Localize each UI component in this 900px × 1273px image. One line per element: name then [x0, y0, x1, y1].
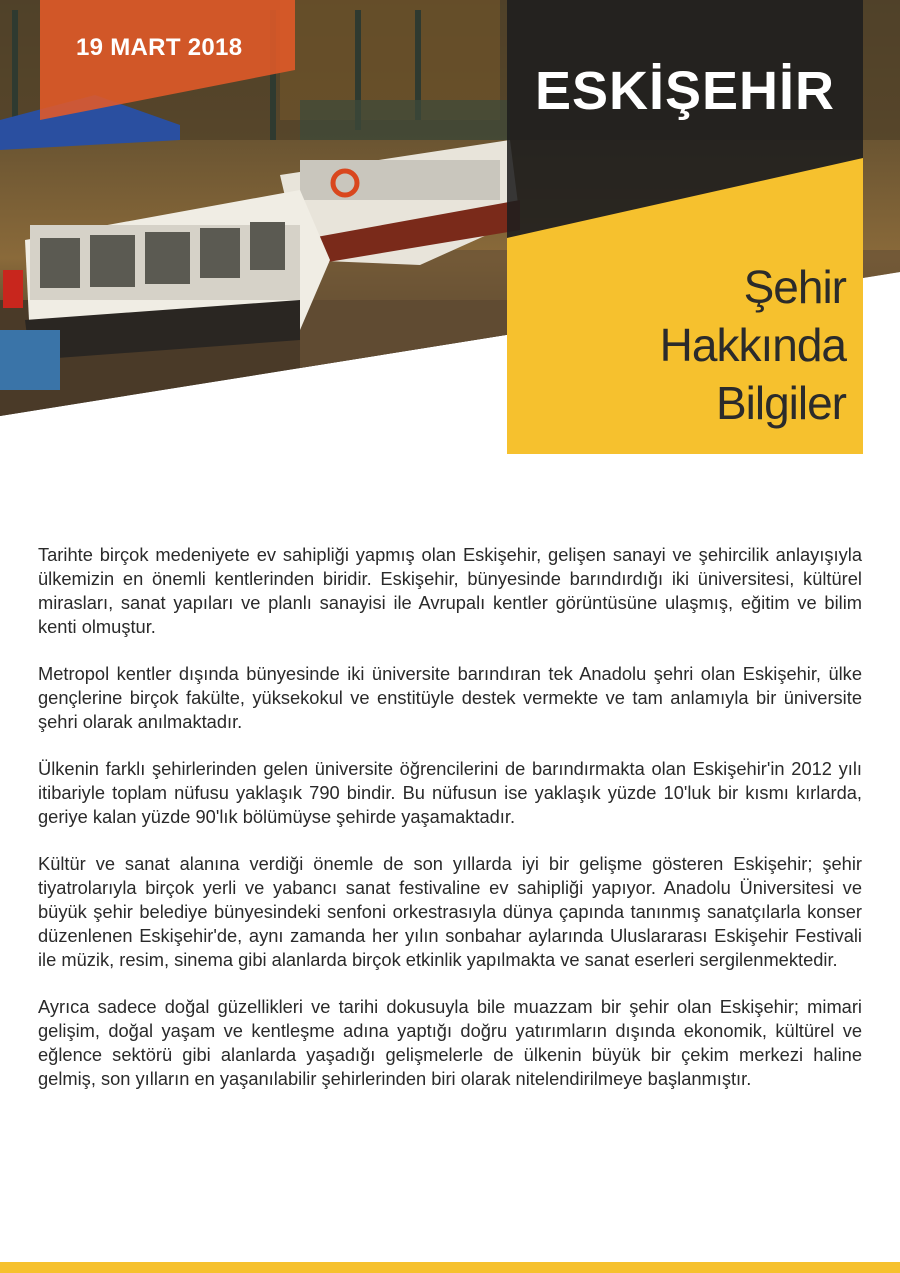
- article-body: [38, 543, 862, 1114]
- subtitle-line-1: Şehir: [743, 261, 846, 313]
- paragraph-1: Tarihte birçok medeniyete ev sahipliği yapmış olan Eskişehir, gelişen sanayi ve şehircilik anlayışıyla ülkemizin en önemli kentlerinden biridir. Eskişehir, bünyesinde barındırdığı iki üniversitesi, kültürel mirasları, sanat yapıları ve planlı sanayisi ile Avrupalı kentler görüntüsüne ulaşmış, eğitim ve bilim kenti olmuştur.: [38, 544, 862, 637]
- hero-section: [0, 0, 900, 470]
- paragraph-3: Ülkenin farklı şehirlerinden gelen üniversite öğrencilerini de barındırmakta olan Eskişehir'in 2012 yılı itibariyle toplam nüfusu yaklaşık 790 bindir. Bu nüfusun ise yaklaşık yüzde 10'luk bir kısmı kırlarda, geriye kalan yüzde 90'lık bölümüyse şehirde yaşamaktadır.: [38, 758, 862, 827]
- paragraph-2: Metropol kentler dışında bünyesinde iki üniversite barındıran tek Anadolu şehri olan Eskişehir, ülke gençlerine birçok fakülte, yüksekokul ve enstitüyle destek vermekte ve tam anlamıyla bir üniversite şehri olarak anılmaktadır.: [38, 663, 862, 732]
- subtitle-line-2: Hakkında: [659, 319, 846, 371]
- publication-date: 19 MART 2018: [76, 34, 243, 61]
- subtitle-line-3: Bilgiler: [715, 377, 846, 429]
- city-title: ESKİŞEHİR: [534, 61, 836, 121]
- paragraph-5: Ayrıca sadece doğal güzellikleri ve tarihi dokusuyla bile muazzam bir şehir olan Eskişehir; mimari gelişim, doğal yaşam ve kentleşme adına yaptığı doğru yatırımların dışında ekonomik, kültürel ve eğlence sektörü gibi alanlarda yaşadığı gelişmelerle de ülkenin büyük bir çekim merkezi haline gelmiş, son yılların en yaşanılabilir şehirlerinden biri olarak nitelendirilmeye başlanmıştır.: [38, 996, 862, 1089]
- paragraph-4: Kültür ve sanat alanına verdiği önemle de son yıllarda iyi bir gelişme gösteren Eskişehir; şehir tiyatrolarıyla birçok yerli ve yabancı sanat festivaline ev sahipliği yapıyor. Anadolu Üniversitesi ve büyük şehir belediye bünyesindeki senfoni orkestrasıyla dünya çapında tanınmış sanatçılarla konser düzenlenen Eskişehir'de, aynı zamanda her yılın sonbahar aylarında Uluslararası Eskişehir Festivali ile müzik, resim, sinema gibi alanlarda birçok etkinlik yapılmakta ve sanat eserleri sergilenmektedir.: [38, 853, 862, 970]
- footer-accent-bar: [0, 1262, 900, 1273]
- subtitle: [660, 258, 846, 432]
